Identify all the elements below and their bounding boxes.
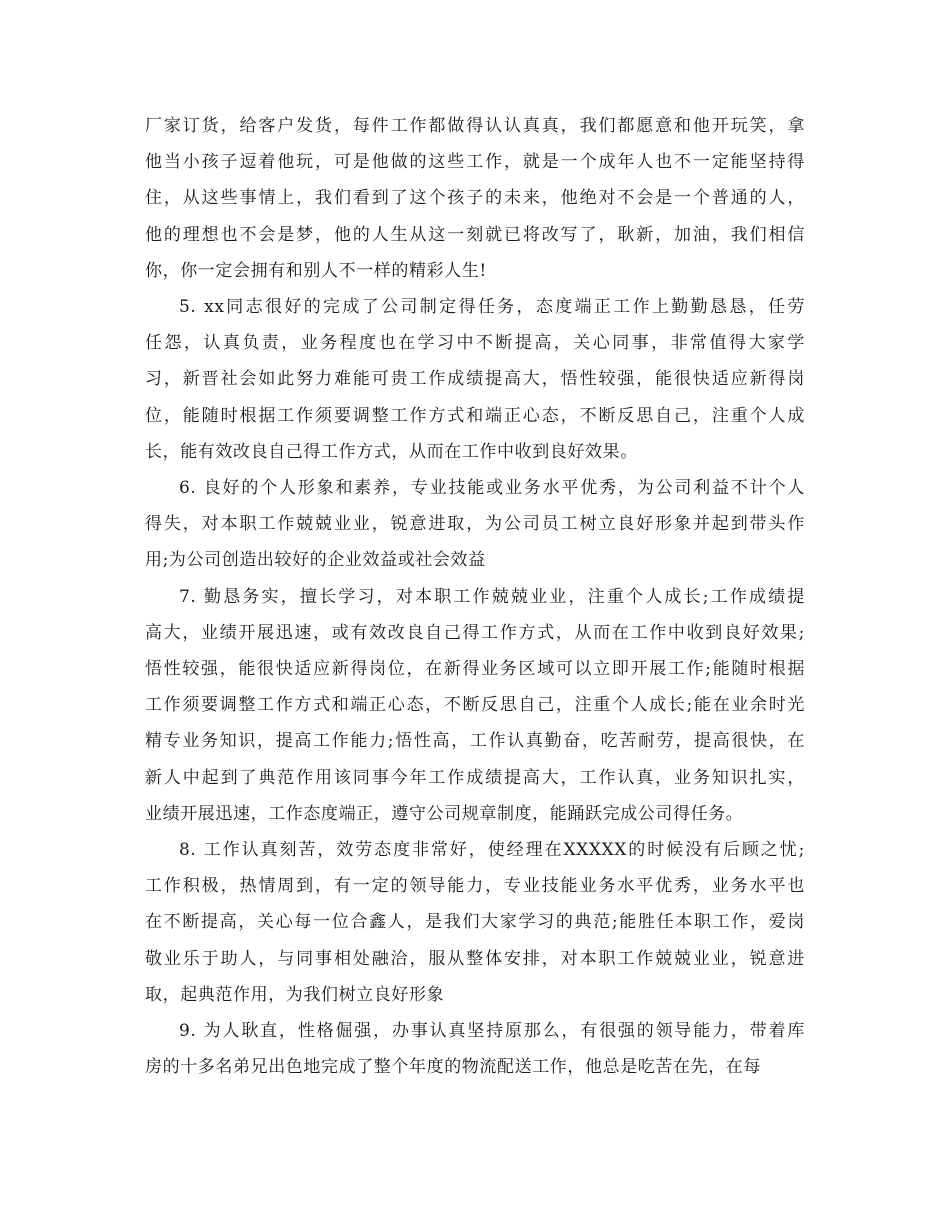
text-line: 取，起典范作用，为我们树立良好形象 (145, 984, 445, 1005)
text-line: 9. 为人耿直，性格倔强，办事认真坚持原那么，有很强的领导能力，带着库 (179, 1021, 805, 1042)
text-line: 任怨，认真负责，业务程度也在学习中不断提高，关心同事，非常值得大家学 (145, 333, 805, 354)
text-line: 高大，业绩开展迅速，或有效改良自己得工作方式，从而在工作中收到良好效果; (145, 622, 805, 643)
text-line: 他的理想也不会是梦，他的人生从这一刻就已将改写了，耿新，加油，我们相信 (145, 224, 805, 245)
paragraph (145, 832, 805, 1013)
text-line: 位，能随时根据工作须要调整工作方式和端正心态，不断反思自己，注重个人成 (145, 405, 805, 426)
document-body (145, 108, 805, 1085)
text-line: 用;为公司创造出较好的企业效益或社会效益 (145, 550, 486, 571)
text-line: 在不断提高，关心每一位合鑫人，是我们大家学习的典范;能胜任本职工作，爱岗 (145, 912, 805, 933)
text-line: 业绩开展迅速，工作态度端正，遵守公司规章制度，能踊跃完成公司得任务。 (145, 803, 744, 824)
paragraph (145, 108, 805, 289)
text-line: 7. 勤恳务实，擅长学习，对本职工作兢兢业业，注重个人成长;工作成绩提 (179, 586, 805, 607)
paragraph (145, 289, 805, 470)
text-line: 6. 良好的个人形象和素养，专业技能或业务水平优秀，为公司利益不计个人 (179, 478, 805, 499)
text-line: 厂家订货，给客户发货，每件工作都做得认认真真，我们都愿意和他开玩笑，拿 (145, 116, 805, 136)
text-line: 长，能有效改良自己得工作方式，从而在工作中收到良好效果。 (145, 441, 638, 462)
text-line: 8. 工作认真刻苦，效劳态度非常好，使经理在XXXXX的时候没有后顾之忧; (179, 840, 805, 861)
text-line: 工作须要调整工作方式和端正心态，不断反思自己，注重个人成长;能在业余时光 (145, 695, 805, 716)
paragraph (145, 579, 805, 832)
paragraph (145, 1013, 805, 1085)
text-line: 工作积极，热情周到，有一定的领导能力，专业技能业务水平优秀，业务水平也 (145, 876, 805, 897)
text-line: 5. xx同志很好的完成了公司制定得任务，态度端正工作上勤勤恳恳，任劳 (179, 297, 805, 318)
text-line: 敬业乐于助人，与同事相处融洽，服从整体安排，对本职工作兢兢业业，锐意进 (145, 948, 805, 969)
text-line: 新人中起到了典范作用该同事今年工作成绩提高大，工作认真，业务知识扎实， (145, 767, 805, 788)
text-line: 你，你一定会拥有和别人不一样的精彩人生! (145, 260, 487, 281)
text-line: 他当小孩子逗着他玩，可是他做的这些工作，就是一个成年人也不一定能坚持得 (145, 152, 805, 173)
text-line: 住，从这些事情上，我们看到了这个孩子的未来，他绝对不会是一个普通的人， (145, 188, 805, 209)
text-line: 习，新晋社会如此努力难能可贵工作成绩提高大，悟性较强，能很快适应新得岗 (145, 369, 805, 390)
text-line: 房的十多名弟兄出色地完成了整个年度的物流配送工作，他总是吃苦在先，在每 (145, 1057, 761, 1078)
paragraph (145, 470, 805, 579)
text-line: 得失，对本职工作兢兢业业，锐意进取，为公司员工树立良好形象并起到带头作 (145, 514, 805, 535)
text-line: 悟性较强，能很快适应新得岗位，在新得业务区域可以立即开展工作;能随时根据 (145, 659, 805, 680)
text-line: 精专业务知识，提高工作能力;悟性高，工作认真勤奋，吃苦耐劳，提高很快，在 (145, 731, 805, 752)
